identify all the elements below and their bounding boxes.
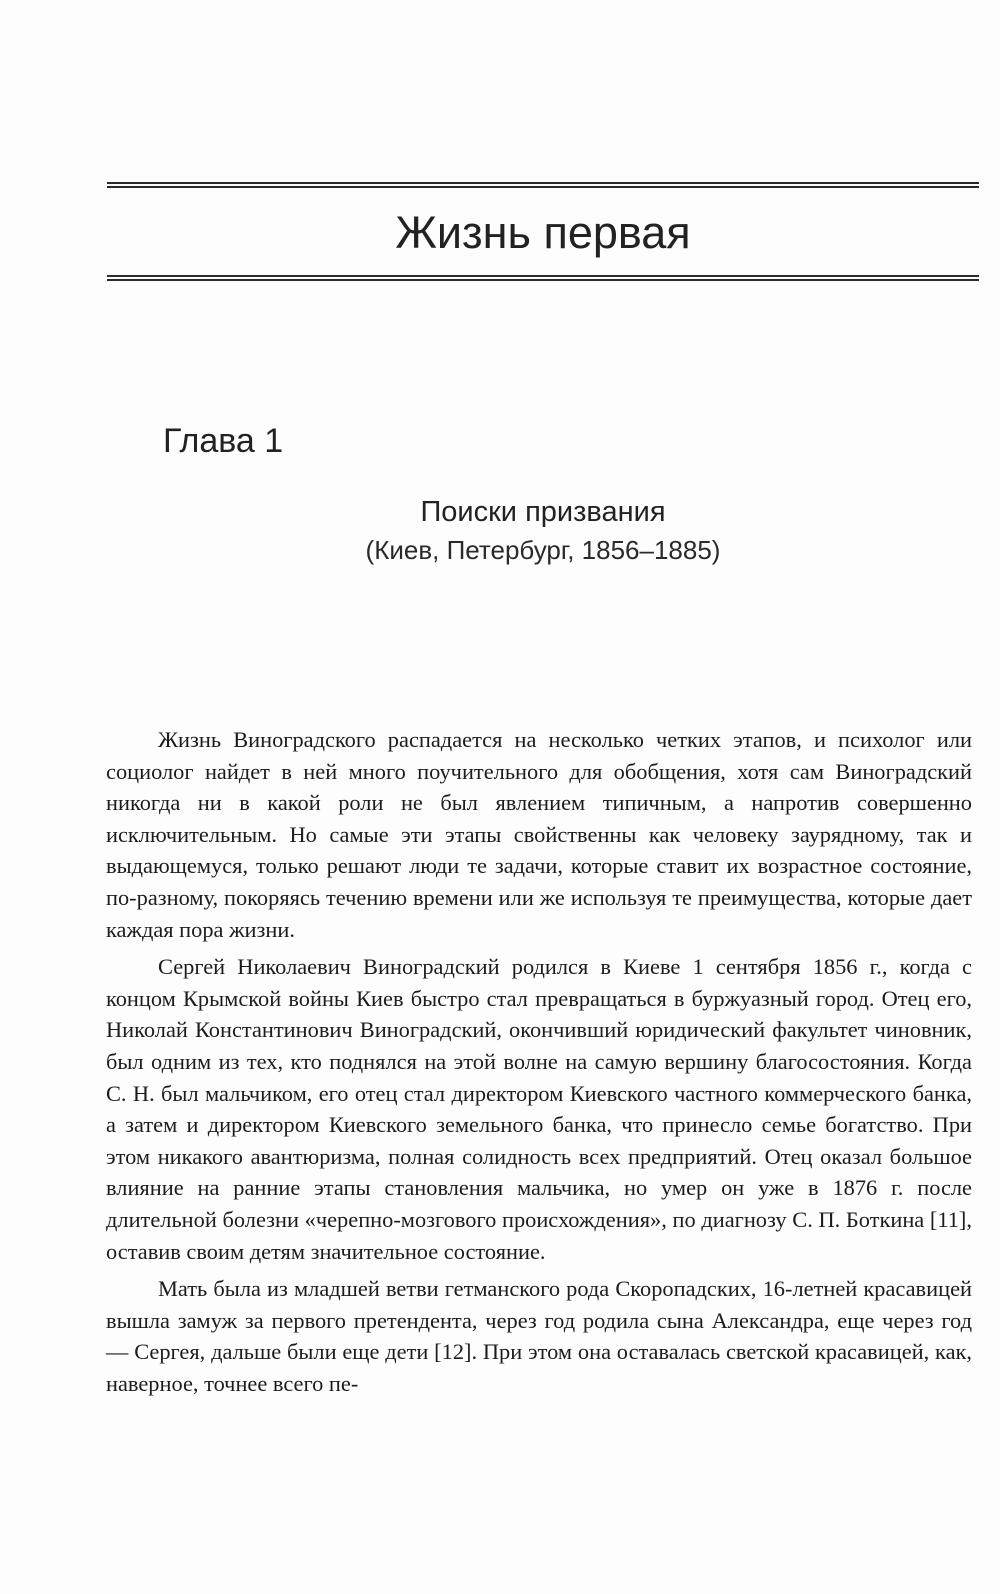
chapter-title: Поиски призвания	[420, 496, 666, 528]
rule-line	[107, 279, 979, 281]
paragraph: Мать была из младшей ветви гетманского рода Скоропадских, 16-летней красавицей вышла замуж за первого претендента, через год родила сына Александра, еще через год — Сергея, дальше были еще дети [12]. При этом она оставалась светской красавицей, как, наверное, точнее всего пе-	[106, 1276, 972, 1396]
paragraph: Жизнь Виноградского распадается на несколько четких этапов, и психолог или социолог найдет в ней много поучительного для обобщения, хотя сам Виноградский никогда ни в какой роли не был явлением типичным, а напротив совершенно исключительным. Но самые эти этапы свойственны как человеку заурядному, так и выдающемуся, только решают люди те задачи, которые ставит их возрастное состояние, по-разному, покоряясь течению времени или же используя те преимущества, которые дает каждая пора жизни.	[106, 727, 972, 942]
bottom-double-rule	[107, 275, 979, 283]
rule-line	[107, 186, 979, 188]
rule-line	[107, 182, 979, 184]
part-title: Жизнь первая	[395, 207, 691, 258]
body-text	[106, 724, 972, 1405]
chapter-subtitle: (Киев, Петербург, 1856–1885)	[365, 535, 721, 565]
chapter-label: Глава 1	[163, 422, 284, 460]
paragraph: Сергей Николаевич Виноградский родился в Киеве 1 сентября 1856 г., когда с концом Крымской войны Киев быстро стал превращаться в буржуазный город. Отец его, Николай Константинович Виноградский, окончивший юридический факультет чиновник, был одним из тех, кто поднялся на этой волне на самую вершину благосостояния. Когда С. Н. был мальчиком, его отец стал директором Киевского частного коммерческого банка, а затем и директором Киевского земельного банка, что принесло семье богатство. При этом никакого авантюризма, полная солидность всех предприятий. Отец оказал большое влияние на ранние этапы становления мальчика, но умер он уже в 1876 г. после длительной болезни «черепно-мозгового происхождения», по диагнозу С. П. Боткина [11], оставив своим детям значительное состояние.	[106, 954, 972, 1264]
top-double-rule	[107, 182, 979, 190]
rule-line	[107, 275, 979, 277]
